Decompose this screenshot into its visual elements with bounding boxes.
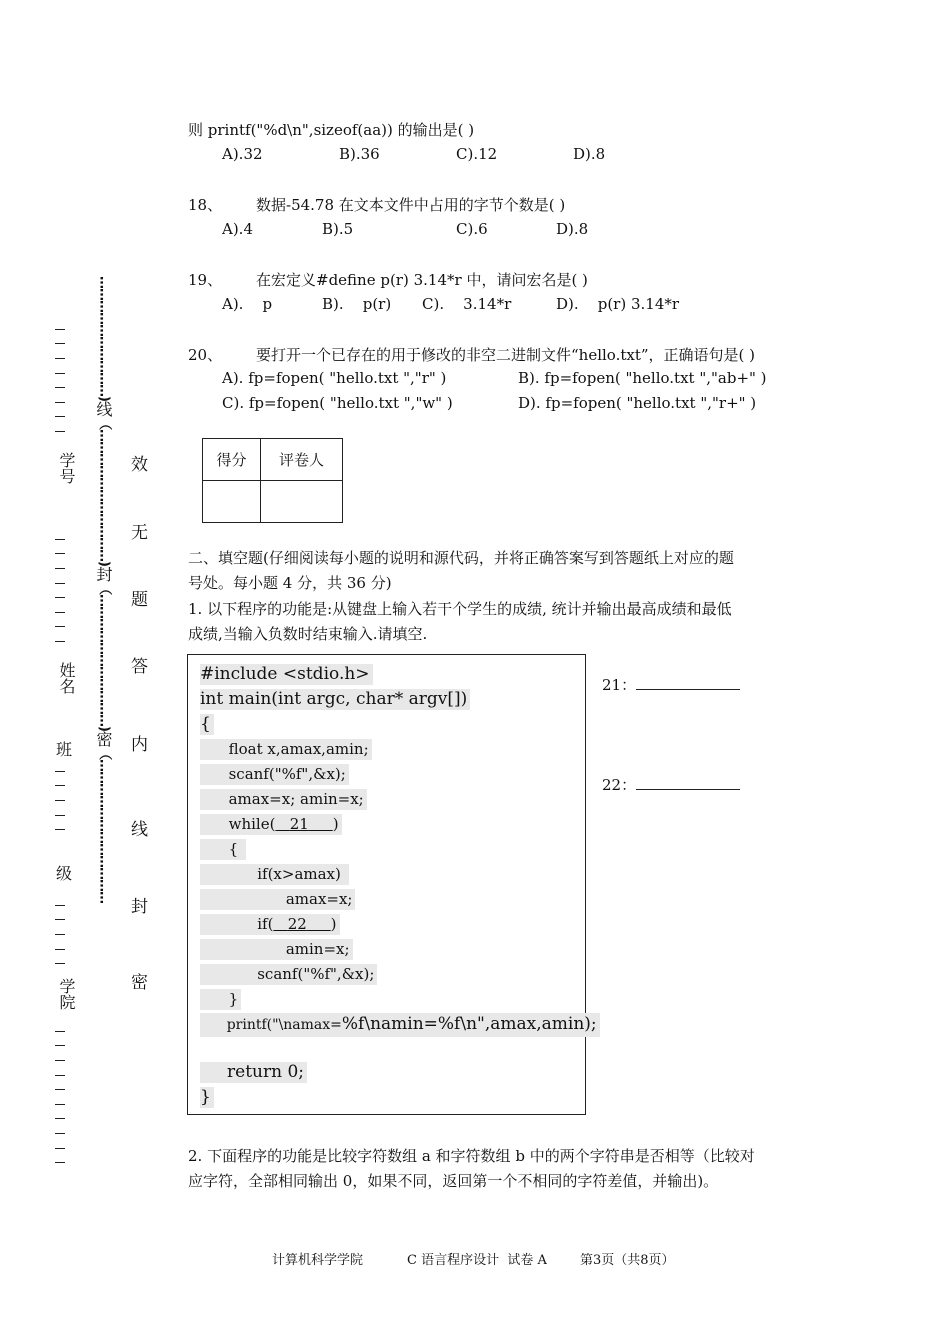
answer-21-label: 21： (602, 676, 637, 694)
code-text-inner-open: { (228, 840, 239, 858)
code-text-scanf2: scanf("%f",&x); (257, 965, 375, 983)
q17-option-d: D).8 (573, 145, 606, 163)
section2-p1-line2: 成绩,当输入负数时结束输入.请填空. (188, 625, 428, 643)
q17-option-a: A).32 (222, 145, 263, 163)
code-line-assign-min (200, 939, 353, 960)
field-xueyuan-dashes (54, 898, 66, 971)
warning-char-8: 密 (131, 973, 148, 993)
answer-22-line[interactable] (636, 773, 740, 790)
blank-21-number: 21 (289, 815, 309, 833)
field-xuehao-dashes (54, 322, 66, 439)
code-line-printf (200, 1013, 600, 1037)
code-text-if-max: if(x>amax) (257, 865, 341, 883)
warning-char-6: 线 (131, 820, 148, 840)
footer-course: C 语言程序设计 试卷 A (407, 1253, 547, 1268)
code-text-decl: float x,amax,amin; (228, 740, 369, 758)
code-text-printf-b: %f\namin=%f\n",amax,amin); (341, 1014, 597, 1034)
binding-line-label: 线 (94, 400, 113, 417)
q18-number: 18、 (188, 196, 223, 214)
q19-stem: 在宏定义#define p(r) 3.14*r 中，请问宏名是( ) (256, 271, 588, 289)
field-banji-char1: 班 (56, 740, 73, 759)
answer-22 (602, 773, 740, 795)
q2-line1: 2. 下面程序的功能是比较字符数组 a 和字符数组 b 中的两个字符串是否相等（比较对 (188, 1147, 755, 1165)
q20-stem: 要打开一个已存在的用于修改的非空二进制文件“hello.txt”，正确语句是( ) (256, 346, 755, 364)
binding-dots-b: （……………………………) (96, 416, 112, 566)
footer-page: 第3页（共8页） (580, 1253, 675, 1268)
q19-number: 19、 (188, 271, 223, 289)
q19-option-c: C). 3.14*r (422, 295, 512, 313)
code-line-open-brace: { (200, 714, 214, 735)
q20-number: 20、 (188, 346, 223, 364)
grader-cell[interactable] (261, 481, 343, 523)
blank-22-number: 22 (287, 915, 307, 933)
code-text-assign-min: amin=x; (285, 940, 350, 958)
code-text-assign-max: amax=x; (285, 890, 353, 908)
q19-option-b: B). p(r) (322, 295, 392, 313)
grader-header: 评卷人 (261, 439, 343, 481)
q20-option-b: B). fp=fopen( "hello.txt ","ab+" ) (518, 369, 767, 387)
code-line-scanf2 (200, 964, 377, 985)
answer-22-label: 22： (602, 776, 637, 794)
q17-option-b: B).36 (339, 145, 380, 163)
binding-seal-label: 封 (94, 565, 113, 582)
code-line-scanf1 (200, 764, 349, 785)
code-text-if-min: if( (257, 915, 274, 933)
code-text-printf-a: printf("\namax= (226, 1017, 342, 1033)
score-table (202, 438, 343, 523)
field-banji-char2: 级 (56, 864, 73, 883)
code-line-inner-close (200, 989, 241, 1010)
code-text-while-close: ) (332, 815, 339, 833)
q19-option-a: A). p (222, 295, 273, 313)
q20-option-c: C). fp=fopen( "hello.txt ","w" ) (222, 394, 453, 412)
code-text-while: while( (228, 815, 276, 833)
code-line-while (200, 814, 342, 835)
field-xueyuan-label: 学院 (57, 978, 76, 1010)
q18-option-a: A).4 (222, 220, 253, 238)
answer-21-line[interactable] (636, 673, 740, 690)
warning-char-2: 无 (131, 523, 148, 543)
warning-char-3: 题 (131, 590, 148, 610)
code-line-return (200, 1062, 307, 1083)
code-text-inner-close: } (228, 990, 239, 1008)
binding-dots-d: （……………………………… (96, 746, 112, 903)
blank-21[interactable] (275, 815, 332, 833)
q17-option-c: C).12 (456, 145, 498, 163)
code-line-if-min (200, 914, 340, 935)
code-box (187, 654, 597, 1115)
warning-char-7: 封 (131, 897, 148, 917)
q18-option-c: C).6 (456, 220, 488, 238)
footer-school: 计算机科学学院 (272, 1253, 364, 1268)
field-xingming-label: 姓名 (57, 662, 76, 694)
q18-option-d: D).8 (556, 220, 589, 238)
section2-p1-line1: 1. 以下程序的功能是:从键盘上输入若干个学生的成绩, 统计并输出最高成绩和最低 (188, 600, 732, 618)
score-cell[interactable] (203, 481, 261, 523)
q17-stem: 则 printf("%d\n",sizeof(aa)) 的输出是( ) (188, 121, 475, 139)
binding-dots-a: …………………………) (96, 276, 112, 401)
warning-char-4: 答 (131, 657, 148, 677)
code-line-init (200, 789, 367, 810)
warning-char-1: 效 (131, 455, 148, 475)
q2-line2: 应字符，全部相同输出 0，如果不同，返回第一个不相同的字符差值，并输出)。 (188, 1172, 719, 1190)
code-line-if-max (200, 864, 349, 885)
field-xingming-dashes (54, 532, 66, 649)
q19-option-d: D). p(r) 3.14*r (556, 295, 680, 313)
code-line-main: int main(int argc, char* argv[]) (200, 689, 470, 710)
binding-dots-column (92, 276, 114, 903)
score-header: 得分 (203, 439, 261, 481)
blank-22[interactable] (273, 915, 330, 933)
answer-21 (602, 673, 740, 695)
code-line-inner-open (200, 839, 246, 860)
code-line-include: #include <stdio.h> (200, 664, 373, 685)
code-text-scanf1: scanf("%f",&x); (228, 765, 346, 783)
binding-secret-label: 密 (94, 730, 113, 747)
field-xuehao-label: 学号 (57, 452, 76, 484)
code-line-close-brace: } (200, 1087, 214, 1108)
section2-heading-line1: 二、填空题(仔细阅读每小题的说明和源代码，并将正确答案写到答题纸上对应的题 (188, 549, 734, 567)
q20-option-a: A). fp=fopen( "hello.txt ","r" ) (222, 369, 447, 387)
q18-option-b: B).5 (322, 220, 354, 238)
code-line-decl (200, 739, 372, 760)
code-text-return: return 0; (227, 1062, 305, 1082)
field-banji-dashes (54, 764, 66, 837)
code-text-if-min-close: ) (330, 915, 337, 933)
q18-stem: 数据-54.78 在文本文件中占用的字节个数是( ) (256, 196, 566, 214)
q20-option-d: D). fp=fopen( "hello.txt ","r+" ) (518, 394, 757, 412)
warning-char-5: 内 (131, 735, 148, 755)
binding-dots-c: （……………………………) (96, 581, 112, 731)
code-line-assign-max (200, 889, 355, 910)
code-text-init: amax=x; amin=x; (228, 790, 364, 808)
section2-heading-line2: 号处。每小题 4 分，共 36 分) (188, 574, 392, 592)
field-bottom-dashes (54, 1024, 66, 1170)
